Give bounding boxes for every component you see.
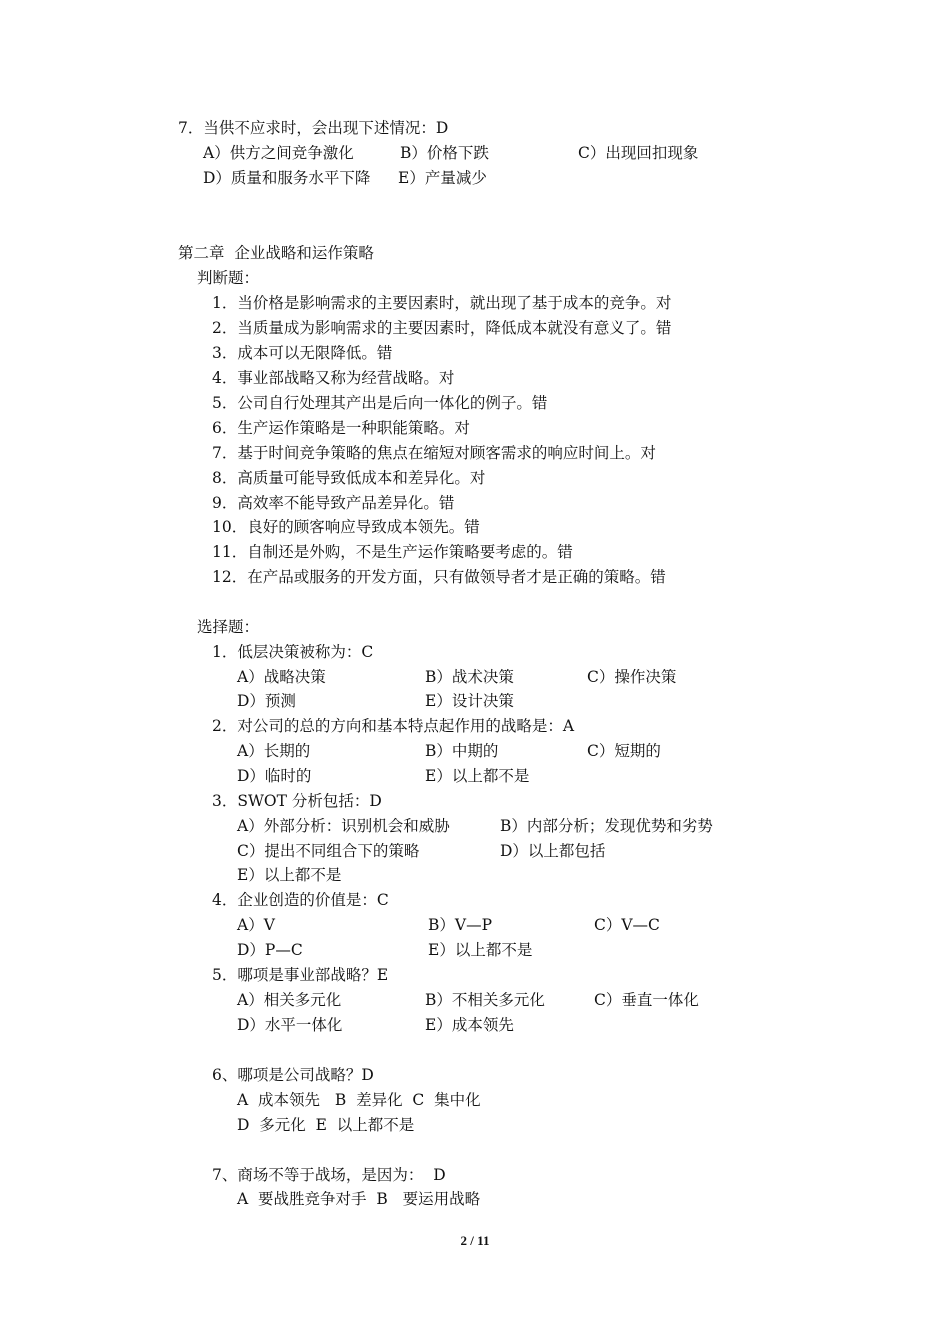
question-stem: 2．对公司的总的方向和基本特点起作用的战略是：A (212, 717, 575, 735)
option: D）P—C (237, 941, 303, 959)
option: C）提出不同组合下的策略 (237, 842, 420, 860)
list-item: 4．事业部战略又称为经营战略。对 (212, 369, 455, 387)
option: C）操作决策 (587, 668, 677, 686)
question-stem: 4．企业创造的价值是：C (212, 891, 389, 909)
option: B）不相关多元化 (425, 991, 545, 1009)
list-item: 3．成本可以无限降低。错 (212, 344, 393, 362)
question-stem: 5．哪项是事业部战略？E (212, 966, 389, 984)
option: D）预测 (237, 692, 296, 710)
list-item: 7．基于时间竞争策略的焦点在缩短对顾客需求的响应时间上。对 (212, 444, 656, 462)
option: A）相关多元化 (237, 991, 342, 1009)
list-item: 9．高效率不能导致产品差异化。错 (212, 494, 455, 512)
option: D）质量和服务水平下降 (203, 169, 371, 187)
option: D）临时的 (237, 767, 312, 785)
question-stem: 3．SWOT 分析包括：D (212, 792, 382, 810)
option: E）设计决策 (425, 692, 514, 710)
option: D）水平一体化 (237, 1016, 343, 1034)
option-row: A 要战胜竞争对手 B 要运用战略 (237, 1190, 481, 1208)
option-row: A 成本领先 B 差异化 C 集中化 (237, 1091, 481, 1109)
option: E）以上都不是 (428, 941, 533, 959)
list-item: 5．公司自行处理其产出是后向一体化的例子。错 (212, 394, 548, 412)
option: E）以上都不是 (425, 767, 530, 785)
option: E）成本领先 (425, 1016, 514, 1034)
question-stem: 1．低层决策被称为：C (212, 643, 374, 661)
list-item: 12．在产品或服务的开发方面，只有做领导者才是正确的策略。错 (212, 568, 666, 586)
option: E）以上都不是 (237, 866, 342, 884)
option: C）V—C (594, 916, 660, 934)
chapter-title: 第二章 企业战略和运作策略 (178, 244, 374, 262)
option-row: D 多元化 E 以上都不是 (237, 1116, 415, 1134)
section-heading-choice: 选择题： (197, 618, 260, 636)
option: A）外部分析：识别机会和威胁 (237, 817, 450, 835)
list-item: 1．当价格是影响需求的主要因素时，就出现了基于成本的竞争。对 (212, 294, 672, 312)
page-number: 2 / 11 (460, 1233, 490, 1248)
option: E）产量减少 (398, 169, 487, 187)
question-stem: 7、商场不等于战场，是因为： D (212, 1166, 446, 1184)
option: B）战术决策 (425, 668, 514, 686)
option: A）V (237, 916, 275, 934)
list-item: 8．高质量可能导致低成本和差异化。对 (212, 469, 486, 487)
question-stem: 7．当供不应求时，会出现下述情况：D (178, 119, 449, 137)
question-stem: 6、哪项是公司战略？D (212, 1066, 374, 1084)
list-item: 2．当质量成为影响需求的主要因素时，降低成本就没有意义了。错 (212, 319, 672, 337)
section-heading-judgement: 判断题： (197, 269, 260, 287)
option: C）垂直一体化 (594, 991, 699, 1009)
option: A）战略决策 (237, 668, 326, 686)
option: D）以上都包括 (500, 842, 606, 860)
option: B）V—P (428, 916, 493, 934)
list-item: 10．良好的顾客响应导致成本领先。错 (212, 518, 480, 536)
list-item: 11．自制还是外购，不是生产运作策略要考虑的。错 (212, 543, 573, 561)
option: C）出现回扣现象 (578, 144, 699, 162)
option: B）中期的 (425, 742, 499, 760)
list-item: 6．生产运作策略是一种职能策略。对 (212, 419, 470, 437)
option: B）内部分析；发现优势和劣势 (500, 817, 713, 835)
option: B）价格下跌 (400, 144, 489, 162)
option: A）长期的 (237, 742, 311, 760)
option: C）短期的 (587, 742, 661, 760)
option: A）供方之间竞争激化 (203, 144, 354, 162)
